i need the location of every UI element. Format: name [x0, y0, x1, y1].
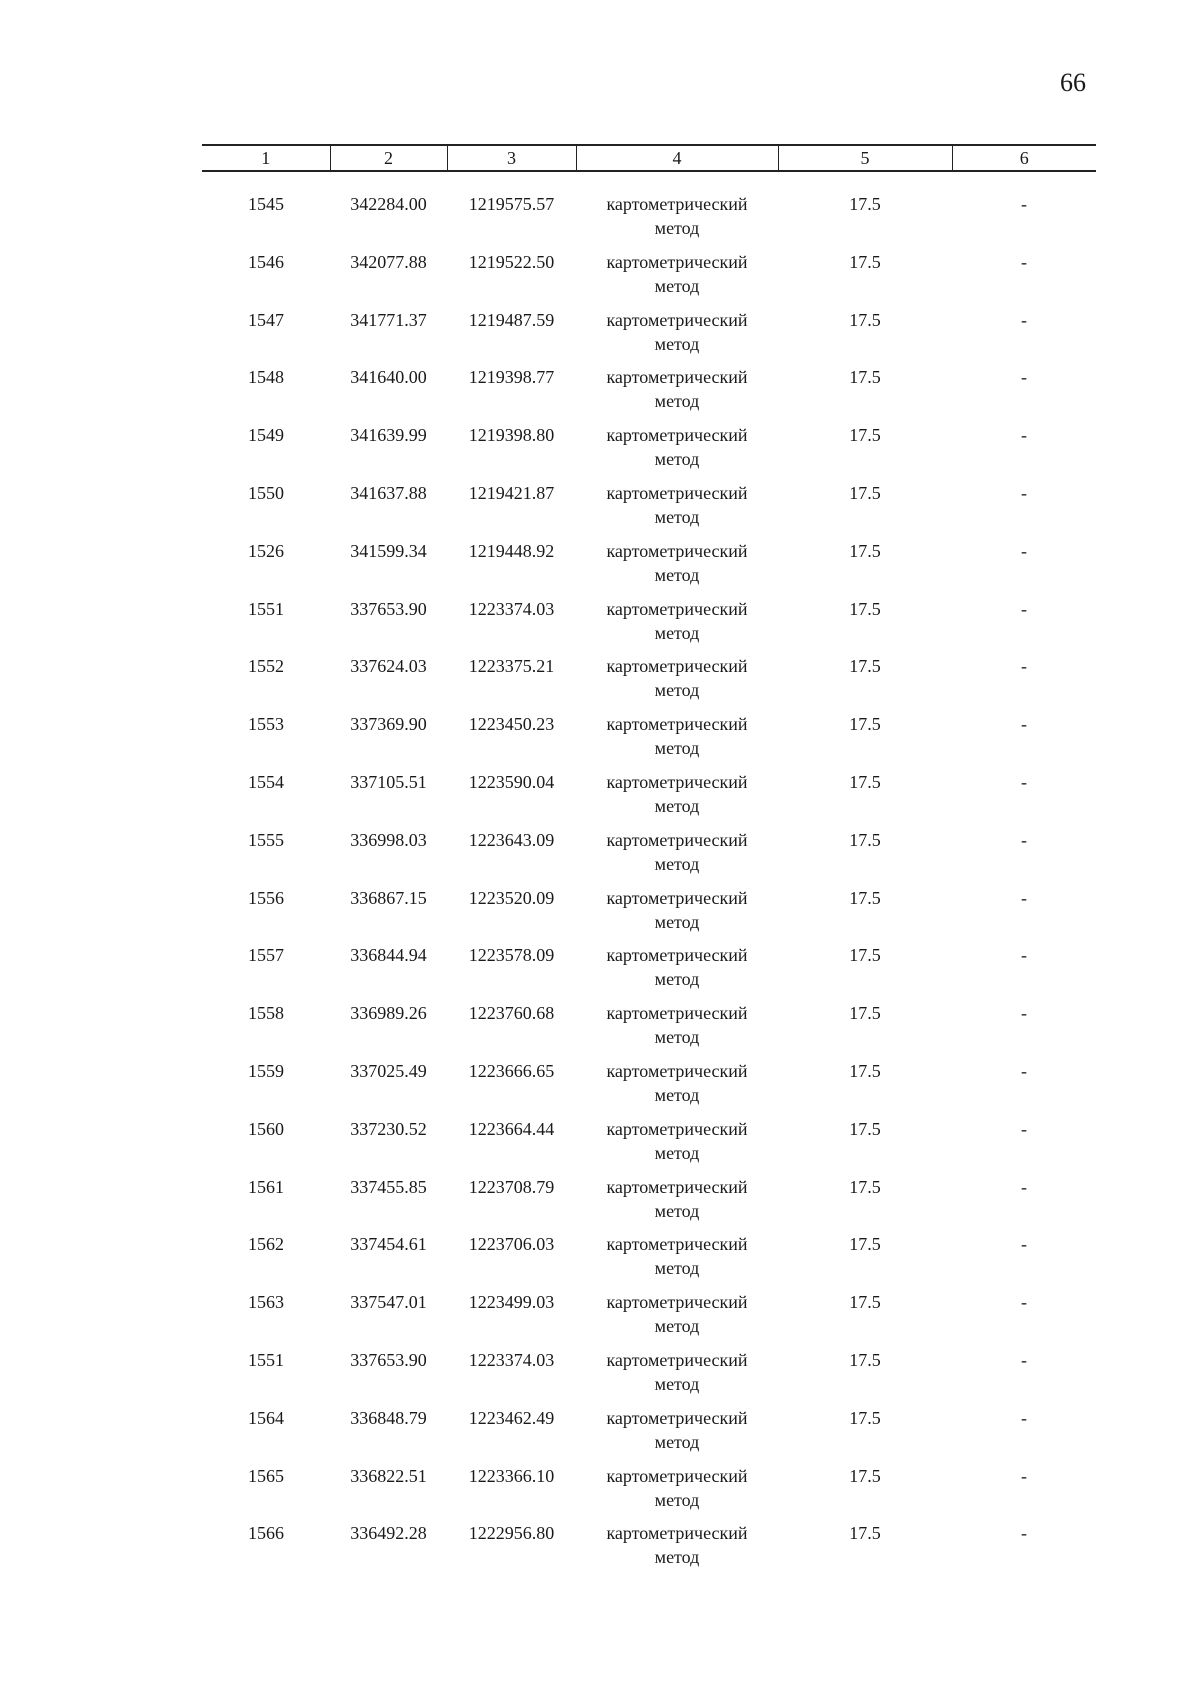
y-coordinate-cell: 1223578.09 — [468, 945, 555, 966]
method-line-1: картометрический — [606, 1523, 748, 1544]
y-coordinate-cell: 1219448.92 — [468, 540, 555, 561]
accuracy-cell: 17.5 — [849, 1234, 881, 1255]
method-cell — [576, 712, 778, 770]
method-cell — [576, 886, 778, 944]
table-row — [202, 1232, 1096, 1290]
header-row — [202, 145, 1096, 171]
y-coordinate-cell: 1223708.79 — [468, 1176, 555, 1197]
table-row — [202, 597, 1096, 655]
accuracy-cell: 17.5 — [849, 887, 881, 908]
table-row — [202, 828, 1096, 886]
x-coordinate-cell: 337230.52 — [350, 1118, 427, 1139]
method-cell — [576, 1521, 778, 1579]
point-number-cell: 1550 — [248, 482, 284, 503]
method-cell — [576, 1406, 778, 1464]
accuracy-cell: 17.5 — [849, 1407, 881, 1428]
method-cell — [576, 597, 778, 655]
method-cell — [576, 1232, 778, 1290]
method-line-1: картометрический — [606, 1176, 748, 1197]
description-cell: - — [1021, 367, 1027, 388]
point-number-cell: 1562 — [248, 1234, 284, 1255]
point-number-cell: 1553 — [248, 714, 284, 735]
table-row — [202, 250, 1096, 308]
point-number-cell: 1526 — [248, 540, 284, 561]
description-cell: - — [1021, 1176, 1027, 1197]
description-cell: - — [1021, 656, 1027, 677]
table-row — [202, 171, 1096, 250]
table-row — [202, 770, 1096, 828]
method-line-2: метод — [654, 1084, 700, 1105]
point-number-cell: 1563 — [248, 1292, 284, 1313]
y-coordinate-cell: 1223643.09 — [468, 829, 555, 850]
description-cell: - — [1021, 482, 1027, 503]
method-line-2: метод — [654, 853, 700, 874]
table-row — [202, 1175, 1096, 1233]
description-cell: - — [1021, 1407, 1027, 1428]
point-number-cell: 1566 — [248, 1523, 284, 1544]
y-coordinate-cell: 1223590.04 — [468, 771, 555, 792]
point-number-cell: 1555 — [248, 829, 284, 850]
method-cell — [576, 171, 778, 250]
method-line-1: картометрический — [606, 1292, 748, 1313]
method-line-2: метод — [654, 1027, 700, 1048]
method-cell — [576, 423, 778, 481]
accuracy-cell: 17.5 — [849, 251, 881, 272]
accuracy-cell: 17.5 — [849, 1292, 881, 1313]
method-line-2: метод — [654, 1547, 700, 1568]
method-cell — [576, 1348, 778, 1406]
table-row — [202, 1059, 1096, 1117]
accuracy-cell: 17.5 — [849, 1003, 881, 1024]
y-coordinate-cell: 1219398.80 — [468, 425, 555, 446]
accuracy-cell: 17.5 — [849, 1349, 881, 1370]
accuracy-cell: 17.5 — [849, 1465, 881, 1486]
method-line-2: метод — [654, 680, 700, 701]
x-coordinate-cell: 336492.28 — [350, 1523, 427, 1544]
y-coordinate-cell: 1223450.23 — [468, 714, 555, 735]
table-row — [202, 1464, 1096, 1522]
y-coordinate-cell: 1219487.59 — [468, 309, 555, 330]
x-coordinate-cell: 337025.49 — [350, 1060, 427, 1081]
description-cell: - — [1021, 194, 1027, 214]
table-row — [202, 654, 1096, 712]
accuracy-cell: 17.5 — [849, 598, 881, 619]
accuracy-cell: 17.5 — [849, 1118, 881, 1139]
y-coordinate-cell: 1219575.57 — [468, 194, 555, 214]
y-coordinate-cell: 1219421.87 — [468, 482, 555, 503]
method-line-1: картометрический — [606, 194, 748, 214]
y-coordinate-cell: 1222956.80 — [468, 1523, 555, 1544]
point-number-cell: 1559 — [248, 1060, 284, 1081]
x-coordinate-cell: 336998.03 — [350, 829, 427, 850]
x-coordinate-cell: 341771.37 — [350, 309, 427, 330]
x-coordinate-cell: 337454.61 — [350, 1234, 427, 1255]
method-line-2: метод — [654, 1316, 700, 1337]
method-line-1: картометрический — [606, 829, 748, 850]
method-line-1: картометрический — [606, 482, 748, 503]
accuracy-cell: 17.5 — [849, 829, 881, 850]
method-line-2: метод — [654, 1489, 700, 1510]
accuracy-cell: 17.5 — [849, 425, 881, 446]
x-coordinate-cell: 337653.90 — [350, 598, 427, 619]
column-header-3: 3 — [447, 145, 576, 171]
method-line-2: метод — [654, 911, 700, 932]
accuracy-cell: 17.5 — [849, 714, 881, 735]
description-cell: - — [1021, 309, 1027, 330]
method-line-1: картометрический — [606, 714, 748, 735]
table-row — [202, 481, 1096, 539]
method-line-2: метод — [654, 969, 700, 990]
accuracy-cell: 17.5 — [849, 367, 881, 388]
x-coordinate-cell: 337369.90 — [350, 714, 427, 735]
method-line-1: картометрический — [606, 1060, 748, 1081]
table-row — [202, 1290, 1096, 1348]
x-coordinate-cell: 342077.88 — [350, 251, 427, 272]
accuracy-cell: 17.5 — [849, 194, 881, 214]
description-cell: - — [1021, 540, 1027, 561]
method-line-2: метод — [654, 795, 700, 816]
table-header — [202, 145, 1096, 171]
y-coordinate-cell: 1223760.68 — [468, 1003, 555, 1024]
x-coordinate-cell: 342284.00 — [350, 194, 427, 214]
column-header-2: 2 — [330, 145, 447, 171]
method-line-2: метод — [654, 449, 700, 470]
method-cell — [576, 1290, 778, 1348]
method-line-2: метод — [654, 275, 700, 296]
x-coordinate-cell: 337653.90 — [350, 1349, 427, 1370]
description-cell: - — [1021, 1118, 1027, 1139]
point-number-cell: 1548 — [248, 367, 284, 388]
method-cell — [576, 1001, 778, 1059]
method-line-2: метод — [654, 333, 700, 354]
method-line-2: метод — [654, 1373, 700, 1394]
y-coordinate-cell: 1219398.77 — [468, 367, 555, 388]
method-line-1: картометрический — [606, 1003, 748, 1024]
y-coordinate-cell: 1223499.03 — [468, 1292, 555, 1313]
table-row — [202, 1521, 1096, 1579]
x-coordinate-cell: 341637.88 — [350, 482, 427, 503]
description-cell: - — [1021, 1349, 1027, 1370]
description-cell: - — [1021, 829, 1027, 850]
point-number-cell: 1560 — [248, 1118, 284, 1139]
method-cell — [576, 1059, 778, 1117]
accuracy-cell: 17.5 — [849, 771, 881, 792]
point-number-cell: 1557 — [248, 945, 284, 966]
description-cell: - — [1021, 251, 1027, 272]
point-number-cell: 1552 — [248, 656, 284, 677]
method-cell — [576, 365, 778, 423]
point-number-cell: 1565 — [248, 1465, 284, 1486]
method-cell — [576, 828, 778, 886]
x-coordinate-cell: 341640.00 — [350, 367, 427, 388]
column-header-4: 4 — [576, 145, 778, 171]
accuracy-cell: 17.5 — [849, 656, 881, 677]
method-line-2: метод — [654, 1200, 700, 1221]
y-coordinate-cell: 1223520.09 — [468, 887, 555, 908]
point-number-cell: 1556 — [248, 887, 284, 908]
method-line-1: картометрический — [606, 425, 748, 446]
method-line-2: метод — [654, 1258, 700, 1279]
x-coordinate-cell: 336989.26 — [350, 1003, 427, 1024]
x-coordinate-cell: 337624.03 — [350, 656, 427, 677]
method-line-1: картометрический — [606, 598, 748, 619]
description-cell: - — [1021, 1234, 1027, 1255]
method-line-1: картометрический — [606, 1407, 748, 1428]
description-cell: - — [1021, 887, 1027, 908]
x-coordinate-cell: 336822.51 — [350, 1465, 427, 1486]
table-row — [202, 539, 1096, 597]
table-row — [202, 1117, 1096, 1175]
accuracy-cell: 17.5 — [849, 540, 881, 561]
description-cell: - — [1021, 598, 1027, 619]
description-cell: - — [1021, 1292, 1027, 1313]
accuracy-cell: 17.5 — [849, 309, 881, 330]
method-cell — [576, 1464, 778, 1522]
point-number-cell: 1546 — [248, 251, 284, 272]
table-row — [202, 365, 1096, 423]
method-line-1: картометрический — [606, 945, 748, 966]
point-number-cell: 1545 — [248, 194, 284, 214]
accuracy-cell: 17.5 — [849, 1523, 881, 1544]
y-coordinate-cell: 1223664.44 — [468, 1118, 555, 1139]
description-cell: - — [1021, 771, 1027, 792]
y-coordinate-cell: 1223706.03 — [468, 1234, 555, 1255]
y-coordinate-cell: 1223462.49 — [468, 1407, 555, 1428]
table-row — [202, 943, 1096, 1001]
method-line-1: картометрический — [606, 1118, 748, 1139]
column-header-5: 5 — [778, 145, 952, 171]
point-number-cell: 1547 — [248, 309, 284, 330]
method-line-1: картометрический — [606, 887, 748, 908]
method-line-2: метод — [654, 564, 700, 585]
method-cell — [576, 539, 778, 597]
y-coordinate-cell: 1219522.50 — [468, 251, 555, 272]
method-line-1: картометрический — [606, 540, 748, 561]
point-number-cell: 1564 — [248, 1407, 284, 1428]
description-cell: - — [1021, 714, 1027, 735]
description-cell: - — [1021, 1523, 1027, 1544]
method-line-2: метод — [654, 1142, 700, 1163]
table-row — [202, 1406, 1096, 1464]
coordinates-table — [202, 144, 1096, 1579]
method-line-1: картометрический — [606, 367, 748, 388]
x-coordinate-cell: 341599.34 — [350, 540, 427, 561]
description-cell: - — [1021, 1060, 1027, 1081]
method-line-2: метод — [654, 622, 700, 643]
description-cell: - — [1021, 425, 1027, 446]
y-coordinate-cell: 1223374.03 — [468, 1349, 555, 1370]
x-coordinate-cell: 336867.15 — [350, 887, 427, 908]
method-cell — [576, 481, 778, 539]
point-number-cell: 1561 — [248, 1176, 284, 1197]
x-coordinate-cell: 337547.01 — [350, 1292, 427, 1313]
method-line-1: картометрический — [606, 656, 748, 677]
table-row — [202, 1348, 1096, 1406]
accuracy-cell: 17.5 — [849, 482, 881, 503]
accuracy-cell: 17.5 — [849, 1176, 881, 1197]
x-coordinate-cell: 337105.51 — [350, 771, 427, 792]
method-line-1: картометрический — [606, 1349, 748, 1370]
point-number-cell: 1551 — [248, 1349, 284, 1370]
table-row — [202, 886, 1096, 944]
x-coordinate-cell: 341639.99 — [350, 425, 427, 446]
column-header-6: 6 — [952, 145, 1096, 171]
method-cell — [576, 1175, 778, 1233]
point-number-cell: 1554 — [248, 771, 284, 792]
method-line-1: картометрический — [606, 771, 748, 792]
x-coordinate-cell: 337455.85 — [350, 1176, 427, 1197]
method-cell — [576, 250, 778, 308]
table-body — [202, 171, 1096, 1579]
method-line-2: метод — [654, 506, 700, 527]
y-coordinate-cell: 1223666.65 — [468, 1060, 555, 1081]
description-cell: - — [1021, 1003, 1027, 1024]
column-header-1: 1 — [202, 145, 330, 171]
method-cell — [576, 308, 778, 366]
table-row — [202, 423, 1096, 481]
x-coordinate-cell: 336844.94 — [350, 945, 427, 966]
method-line-2: метод — [654, 391, 700, 412]
method-line-2: метод — [654, 218, 700, 238]
method-line-1: картометрический — [606, 309, 748, 330]
y-coordinate-cell: 1223375.21 — [468, 656, 555, 677]
method-cell — [576, 770, 778, 828]
method-line-2: метод — [654, 738, 700, 759]
table-row — [202, 308, 1096, 366]
method-line-1: картометрический — [606, 1465, 748, 1486]
accuracy-cell: 17.5 — [849, 945, 881, 966]
accuracy-cell: 17.5 — [849, 1060, 881, 1081]
point-number-cell: 1558 — [248, 1003, 284, 1024]
point-number-cell: 1549 — [248, 425, 284, 446]
method-line-1: картометрический — [606, 251, 748, 272]
point-number-cell: 1551 — [248, 598, 284, 619]
y-coordinate-cell: 1223374.03 — [468, 598, 555, 619]
table-row — [202, 1001, 1096, 1059]
method-cell — [576, 654, 778, 712]
description-cell: - — [1021, 945, 1027, 966]
y-coordinate-cell: 1223366.10 — [468, 1465, 555, 1486]
x-coordinate-cell: 336848.79 — [350, 1407, 427, 1428]
description-cell: - — [1021, 1465, 1027, 1486]
table-row — [202, 712, 1096, 770]
method-line-2: метод — [654, 1431, 700, 1452]
method-cell — [576, 943, 778, 1001]
page-number: 66 — [1060, 68, 1086, 97]
method-line-1: картометрический — [606, 1234, 748, 1255]
method-cell — [576, 1117, 778, 1175]
